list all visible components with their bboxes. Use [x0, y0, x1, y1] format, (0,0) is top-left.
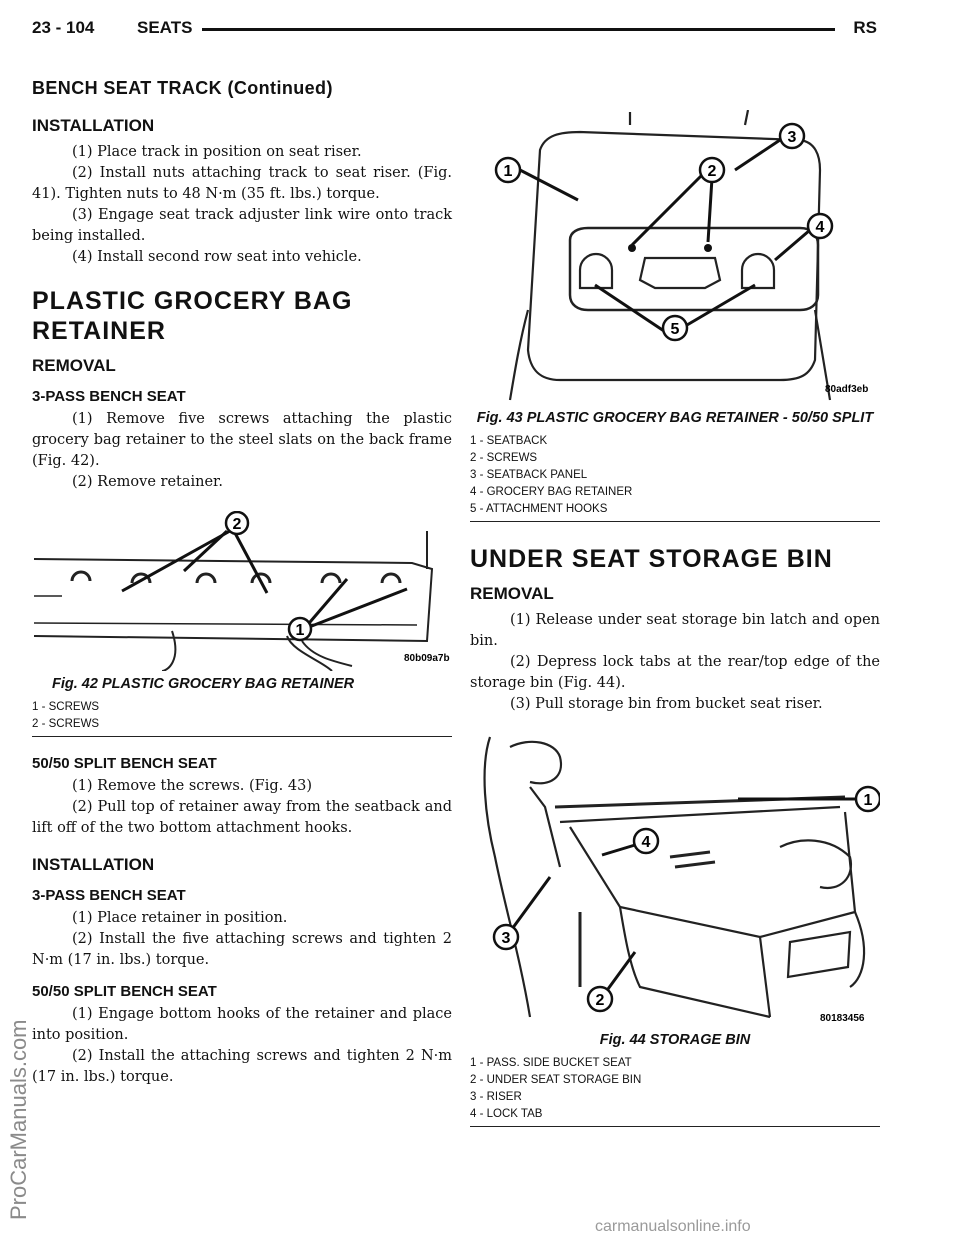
legend-item: 4 - GROCERY BAG RETAINER: [470, 486, 633, 498]
fig43-callout: 1: [503, 163, 513, 180]
legend-item: 2 - UNDER SEAT STORAGE BIN: [470, 1074, 642, 1086]
footer-watermark: carmanualsonline.info: [595, 1218, 751, 1235]
fig43-legend: [470, 433, 880, 518]
legend-item: 2 - SCREWS: [470, 452, 538, 464]
fig43-title: Fig. 43 PLASTIC GROCERY BAG RETAINER - 50/50 SPLIT: [476, 410, 874, 426]
bench3-heading: 3-PASS BENCH SEAT: [32, 388, 186, 405]
fig42-rule: [32, 736, 452, 737]
fig44-legend: [470, 1055, 880, 1123]
figure-43: [470, 110, 880, 522]
figure-42: [32, 511, 452, 737]
storage-bin-section-title: UNDER SEAT STORAGE BIN: [470, 545, 833, 573]
header-rule: [202, 28, 835, 31]
installation-step: (3) Engage seat track adjuster link wire onto track being installed.: [32, 207, 452, 244]
fig44-illustration: [470, 727, 880, 1027]
grocery-bag-title-line2: RETAINER: [32, 317, 166, 345]
fig43-callout: 2: [707, 163, 717, 180]
instsplit-step: (2) Install the attaching screws and tighten 2 N·m (17 in. lbs.) torque.: [32, 1048, 452, 1085]
bench3-step: (1) Remove five screws attaching the plastic grocery bag retainer to the steel slats on the back frame (Fig. 42).: [32, 411, 452, 469]
storage-removal-heading: REMOVAL: [470, 584, 554, 603]
fig42-title: Fig. 42 PLASTIC GROCERY BAG RETAINER: [52, 676, 355, 692]
split-step: (1) Remove the screws. (Fig. 43): [72, 778, 312, 794]
installation-step: (2) Install nuts attaching track to seat riser. (Fig. 41). Tighten nuts to 48 N·m (35 ft. lbs.) torque.: [32, 165, 452, 202]
inst3-step: (1) Place retainer in position.: [72, 910, 288, 926]
fig44-callout: 2: [595, 992, 605, 1009]
figure-44: [470, 727, 880, 1127]
fig43-code: 80adf3eb: [825, 384, 869, 395]
storage-removal-step: (1) Release under seat storage bin latch and open bin.: [470, 612, 880, 649]
legend-item: 2 - SCREWS: [32, 718, 100, 730]
inst3-heading: 3-PASS BENCH SEAT: [32, 887, 186, 904]
fig44-callout: 4: [641, 834, 651, 851]
install-heading: INSTALLATION: [32, 855, 155, 874]
continued-heading: BENCH SEAT TRACK (Continued): [32, 78, 333, 98]
grocery-bag-title-line1: PLASTIC GROCERY BAG: [32, 287, 353, 315]
legend-item: 3 - SEATBACK PANEL: [470, 469, 588, 481]
fig44-title: Fig. 44 STORAGE BIN: [599, 1032, 751, 1048]
fig43-callout: 4: [815, 219, 825, 236]
legend-item: 1 - SCREWS: [32, 701, 100, 713]
model-code: RS: [853, 18, 877, 37]
fig43-callout: 5: [670, 321, 680, 338]
legend-item: 3 - RISER: [470, 1091, 522, 1103]
split-heading: 50/50 SPLIT BENCH SEAT: [32, 755, 217, 772]
section-name: SEATS: [137, 18, 193, 37]
installation-heading: INSTALLATION: [32, 116, 155, 135]
side-watermark: ProCarManuals.com: [6, 1019, 31, 1220]
fig43-callout: 3: [787, 129, 797, 146]
fig44-callout: 3: [501, 930, 511, 947]
fig44-rule: [470, 1126, 880, 1127]
installation-step: (4) Install second row seat into vehicle.: [72, 249, 362, 265]
legend-item: 5 - ATTACHMENT HOOKS: [470, 503, 608, 515]
left-column: [32, 108, 452, 1088]
removal-heading: REMOVAL: [32, 356, 116, 375]
split-step: (2) Pull top of retainer away from the seatback and lift off of the two bottom attachment hooks.: [32, 799, 452, 836]
legend-item: 1 - PASS. SIDE BUCKET SEAT: [470, 1057, 632, 1069]
fig43-illustration: [470, 110, 880, 405]
fig42-illustration: [32, 511, 452, 671]
fig42-callout: 1: [295, 622, 305, 639]
fig43-rule: [470, 521, 880, 522]
bench3-step: (2) Remove retainer.: [72, 474, 223, 490]
legend-item: 4 - LOCK TAB: [470, 1108, 543, 1120]
page-number: 23 - 104: [32, 18, 95, 37]
fig42-code: 80b09a7b: [404, 653, 450, 664]
fig44-callout: 1: [863, 792, 873, 809]
installation-step: (1) Place track in position on seat riser.: [72, 144, 362, 160]
right-column: [470, 110, 880, 1127]
page-header: [32, 14, 877, 54]
legend-item: 1 - SEATBACK: [470, 435, 548, 447]
grocery-bag-section-title: [32, 286, 452, 346]
fig44-code: 80183456: [820, 1013, 865, 1024]
storage-removal-step: (2) Depress lock tabs at the rear/top edge of the storage bin (Fig. 44).: [470, 654, 880, 691]
fig42-callout: 2: [232, 516, 242, 533]
storage-removal-step: (3) Pull storage bin from bucket seat riser.: [510, 696, 823, 712]
fig42-legend: [32, 699, 452, 733]
instsplit-step: (1) Engage bottom hooks of the retainer and place into position.: [32, 1006, 452, 1043]
inst3-step: (2) Install the five attaching screws and tighten 2 N·m (17 in. lbs.) torque.: [32, 931, 452, 968]
instsplit-heading: 50/50 SPLIT BENCH SEAT: [32, 983, 217, 1000]
